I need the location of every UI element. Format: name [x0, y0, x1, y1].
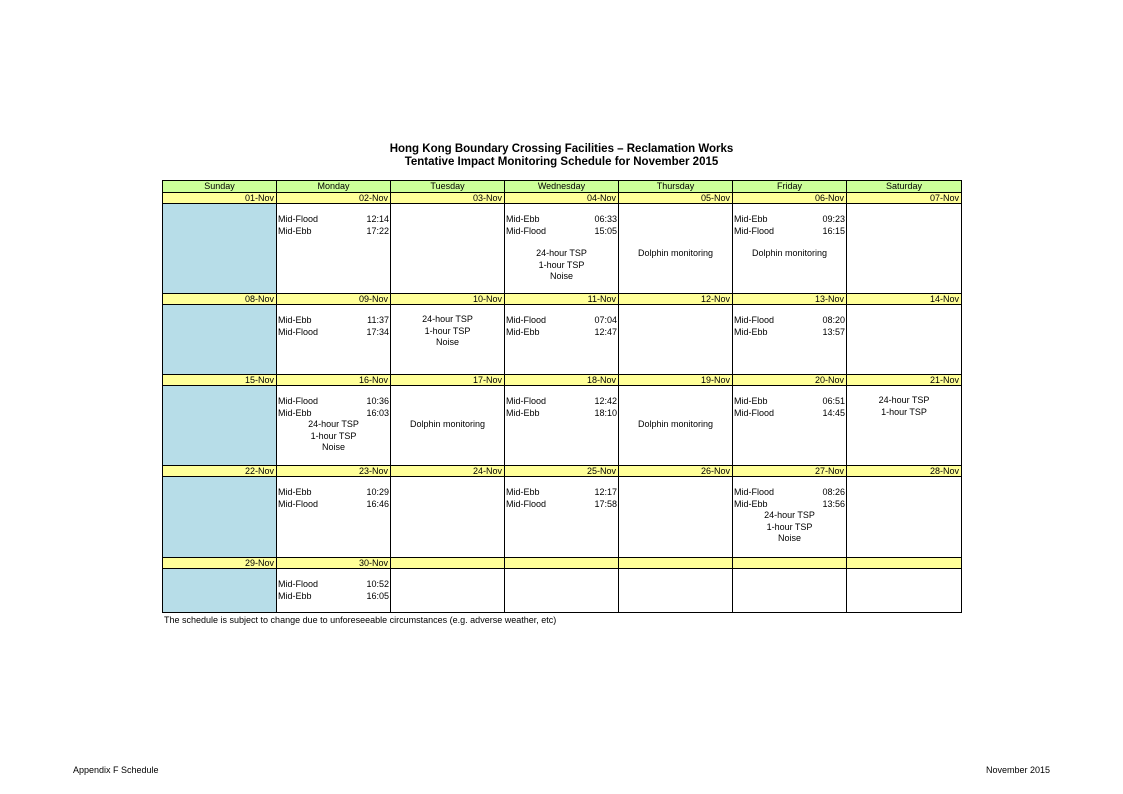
tide-time: 16:46	[366, 499, 389, 509]
tide-label: Mid-Ebb	[734, 396, 768, 406]
day-cell	[277, 569, 391, 613]
day-cell	[277, 386, 391, 466]
day-cell	[733, 305, 847, 375]
tide-label: Mid-Flood	[734, 226, 775, 236]
date-cell: 05-Nov	[619, 193, 733, 204]
tide-time: 10:52	[366, 579, 389, 589]
tide-entry	[733, 407, 846, 419]
day-header-saturday: Saturday	[847, 181, 962, 193]
tide-label: Mid-Ebb	[278, 315, 312, 325]
tide-label: Mid-Ebb	[734, 214, 768, 224]
tide-entry	[733, 213, 846, 225]
day-cell	[505, 386, 619, 466]
date-cell: 12-Nov	[619, 294, 733, 305]
tide-label: Mid-Ebb	[278, 408, 312, 418]
tide-label: Mid-Flood	[734, 408, 775, 418]
activity-item: 24-hour TSP	[536, 248, 587, 258]
day-cell	[505, 569, 619, 613]
tide-entry	[277, 326, 390, 338]
day-cell	[163, 305, 277, 375]
monitoring-label: Dolphin monitoring	[409, 419, 486, 429]
tide-entry	[733, 326, 846, 338]
tide-label: Mid-Flood	[278, 327, 319, 337]
tide-label: Mid-Flood	[506, 315, 547, 325]
day-cell	[733, 204, 847, 294]
tide-label: Mid-Flood	[506, 226, 547, 236]
tide-time: 17:34	[366, 327, 389, 337]
tide-entry	[277, 395, 390, 407]
day-cell	[163, 477, 277, 558]
activity-list	[391, 314, 504, 349]
date-cell: 10-Nov	[391, 294, 505, 305]
document-title: Hong Kong Boundary Crossing Facilities – Reclamation Works	[389, 143, 734, 155]
tide-entry	[733, 498, 846, 510]
activity-item: 24-hour TSP	[308, 419, 359, 429]
activity-item: Noise	[321, 442, 345, 452]
activity-item: Noise	[549, 271, 573, 281]
date-cell: 30-Nov	[277, 558, 391, 569]
tide-label: Mid-Flood	[278, 499, 319, 509]
tide-entry	[733, 225, 846, 237]
day-header-friday: Friday	[733, 181, 847, 193]
activity-item: 1-hour TSP	[424, 325, 471, 336]
activity-item: 1-hour TSP	[881, 406, 927, 417]
date-cell: 06-Nov	[733, 193, 847, 204]
tide-entry	[505, 498, 618, 510]
footer-left: Appendix F Schedule	[73, 765, 159, 775]
tide-time: 09:23	[822, 214, 845, 224]
activity-list	[733, 510, 846, 545]
day-cell	[505, 204, 619, 294]
tide-label: Mid-Flood	[278, 396, 319, 406]
content-row	[163, 305, 962, 375]
day-cell	[505, 477, 619, 558]
date-cell	[733, 558, 847, 569]
tide-label: Mid-Flood	[278, 214, 319, 224]
day-header-monday: Monday	[277, 181, 391, 193]
tide-time: 18:10	[594, 408, 617, 418]
day-cell	[847, 204, 962, 294]
tide-label: Mid-Ebb	[506, 214, 540, 224]
day-cell	[619, 477, 733, 558]
tide-time: 17:58	[594, 499, 617, 509]
date-cell: 27-Nov	[733, 466, 847, 477]
content-row	[163, 204, 962, 294]
tide-label: Mid-Ebb	[506, 408, 540, 418]
day-header-tuesday: Tuesday	[391, 181, 505, 193]
tide-label: Mid-Flood	[506, 396, 547, 406]
day-cell	[505, 305, 619, 375]
date-cell: 28-Nov	[847, 466, 962, 477]
day-cell	[733, 477, 847, 558]
monitoring-label: Dolphin monitoring	[637, 248, 714, 258]
tide-time: 13:56	[822, 499, 845, 509]
day-header-row	[163, 181, 962, 193]
day-header-wednesday: Wednesday	[505, 181, 619, 193]
tide-entry	[733, 314, 846, 326]
tide-entry	[277, 498, 390, 510]
date-cell: 08-Nov	[163, 294, 277, 305]
date-cell: 01-Nov	[163, 193, 277, 204]
day-cell	[619, 569, 733, 613]
date-row	[163, 375, 962, 386]
tide-label: Mid-Ebb	[506, 327, 540, 337]
tide-entry	[277, 407, 390, 419]
tide-label: Mid-Ebb	[734, 327, 768, 337]
date-cell: 26-Nov	[619, 466, 733, 477]
tide-entry	[277, 225, 390, 237]
activity-item: 1-hour TSP	[766, 521, 813, 532]
schedule-note: The schedule is subject to change due to unforeseeable circumstances (e.g. adverse weather, etc)	[164, 615, 557, 625]
day-cell	[277, 477, 391, 558]
activity-item: Noise	[435, 337, 459, 347]
tide-time: 13:57	[822, 327, 845, 337]
day-cell	[733, 386, 847, 466]
date-cell: 24-Nov	[391, 466, 505, 477]
date-cell: 25-Nov	[505, 466, 619, 477]
date-cell: 15-Nov	[163, 375, 277, 386]
content-row	[163, 569, 962, 613]
date-cell: 13-Nov	[733, 294, 847, 305]
tide-label: Mid-Flood	[278, 579, 319, 589]
date-cell	[391, 558, 505, 569]
date-cell: 18-Nov	[505, 375, 619, 386]
day-cell	[847, 305, 962, 375]
tide-time: 12:14	[366, 214, 389, 224]
day-cell	[391, 305, 505, 375]
day-cell	[163, 386, 277, 466]
tide-time: 16:15	[822, 226, 845, 236]
date-cell: 17-Nov	[391, 375, 505, 386]
date-cell: 20-Nov	[733, 375, 847, 386]
tide-time: 07:04	[594, 315, 617, 325]
tide-entry	[505, 326, 618, 338]
tide-label: Mid-Flood	[734, 315, 775, 325]
tide-entry	[733, 395, 846, 407]
tide-time: 14:45	[822, 408, 845, 418]
day-header-thursday: Thursday	[619, 181, 733, 193]
footer-right: November 2015	[985, 765, 1050, 775]
tide-time: 06:51	[822, 396, 845, 406]
calendar-table	[162, 180, 962, 613]
day-cell	[733, 569, 847, 613]
tide-time: 06:33	[594, 214, 617, 224]
activity-list	[505, 248, 618, 283]
tide-time: 16:05	[366, 591, 389, 601]
date-cell: 14-Nov	[847, 294, 962, 305]
tide-entry	[277, 314, 390, 326]
date-cell: 02-Nov	[277, 193, 391, 204]
tide-entry	[505, 225, 618, 237]
tide-entry	[277, 578, 390, 590]
tide-entry	[505, 395, 618, 407]
tide-label: Mid-Ebb	[506, 487, 540, 497]
date-cell	[619, 558, 733, 569]
tide-entry	[277, 213, 390, 225]
tide-time: 17:22	[366, 226, 389, 236]
tide-label: Mid-Ebb	[278, 591, 312, 601]
date-cell: 22-Nov	[163, 466, 277, 477]
day-cell	[391, 204, 505, 294]
tide-entry	[277, 590, 390, 602]
date-cell: 09-Nov	[277, 294, 391, 305]
day-header-sunday: Sunday	[163, 181, 277, 193]
date-row	[163, 466, 962, 477]
tide-entry	[505, 486, 618, 498]
activity-item: 1-hour TSP	[538, 259, 585, 270]
day-cell	[619, 305, 733, 375]
date-row	[163, 558, 962, 569]
activity-item: 24-hour TSP	[878, 395, 930, 405]
monitoring-label: Dolphin monitoring	[751, 248, 828, 258]
tide-time: 11:37	[367, 315, 389, 325]
date-cell	[505, 558, 619, 569]
tide-time: 12:17	[594, 487, 617, 497]
document-subtitle: Tentative Impact Monitoring Schedule for November 2015	[404, 156, 719, 168]
day-cell	[847, 386, 962, 466]
day-cell	[847, 477, 962, 558]
tide-time: 12:47	[594, 327, 617, 337]
day-cell	[391, 477, 505, 558]
tide-entry	[277, 486, 390, 498]
tide-entry	[505, 213, 618, 225]
date-row	[163, 193, 962, 204]
content-row	[163, 477, 962, 558]
date-cell: 16-Nov	[277, 375, 391, 386]
date-row	[163, 294, 962, 305]
tide-label: Mid-Flood	[734, 487, 775, 497]
monitoring-label: Dolphin monitoring	[637, 419, 714, 429]
day-cell	[163, 569, 277, 613]
date-cell: 21-Nov	[847, 375, 962, 386]
day-cell	[277, 305, 391, 375]
day-cell	[163, 204, 277, 294]
date-cell: 19-Nov	[619, 375, 733, 386]
date-cell: 07-Nov	[847, 193, 962, 204]
tide-label: Mid-Ebb	[278, 226, 312, 236]
date-cell: 03-Nov	[391, 193, 505, 204]
day-cell	[619, 204, 733, 294]
tide-label: Mid-Ebb	[278, 487, 312, 497]
day-cell	[391, 386, 505, 466]
tide-entry	[505, 407, 618, 419]
tide-time: 10:36	[366, 396, 389, 406]
tide-entry	[505, 314, 618, 326]
day-cell	[391, 569, 505, 613]
activity-item: 24-hour TSP	[764, 510, 815, 520]
tide-label: Mid-Flood	[506, 499, 547, 509]
tide-time: 15:05	[594, 226, 617, 236]
activity-item: 24-hour TSP	[422, 314, 473, 324]
tide-label: Mid-Ebb	[734, 499, 768, 509]
activity-item: 1-hour TSP	[310, 430, 357, 441]
date-cell	[847, 558, 962, 569]
tide-entry	[733, 486, 846, 498]
date-cell: 04-Nov	[505, 193, 619, 204]
activity-item: Noise	[777, 533, 801, 543]
tide-time: 10:29	[366, 487, 389, 497]
activity-list	[847, 395, 961, 418]
date-cell: 23-Nov	[277, 466, 391, 477]
date-cell: 29-Nov	[163, 558, 277, 569]
activity-list	[277, 419, 390, 454]
date-cell: 11-Nov	[505, 294, 619, 305]
day-cell	[277, 204, 391, 294]
tide-time: 12:42	[594, 396, 617, 406]
day-cell	[847, 569, 962, 613]
content-row	[163, 386, 962, 466]
day-cell	[619, 386, 733, 466]
tide-time: 08:26	[822, 487, 845, 497]
tide-time: 08:20	[822, 315, 845, 325]
tide-time: 16:03	[366, 408, 389, 418]
